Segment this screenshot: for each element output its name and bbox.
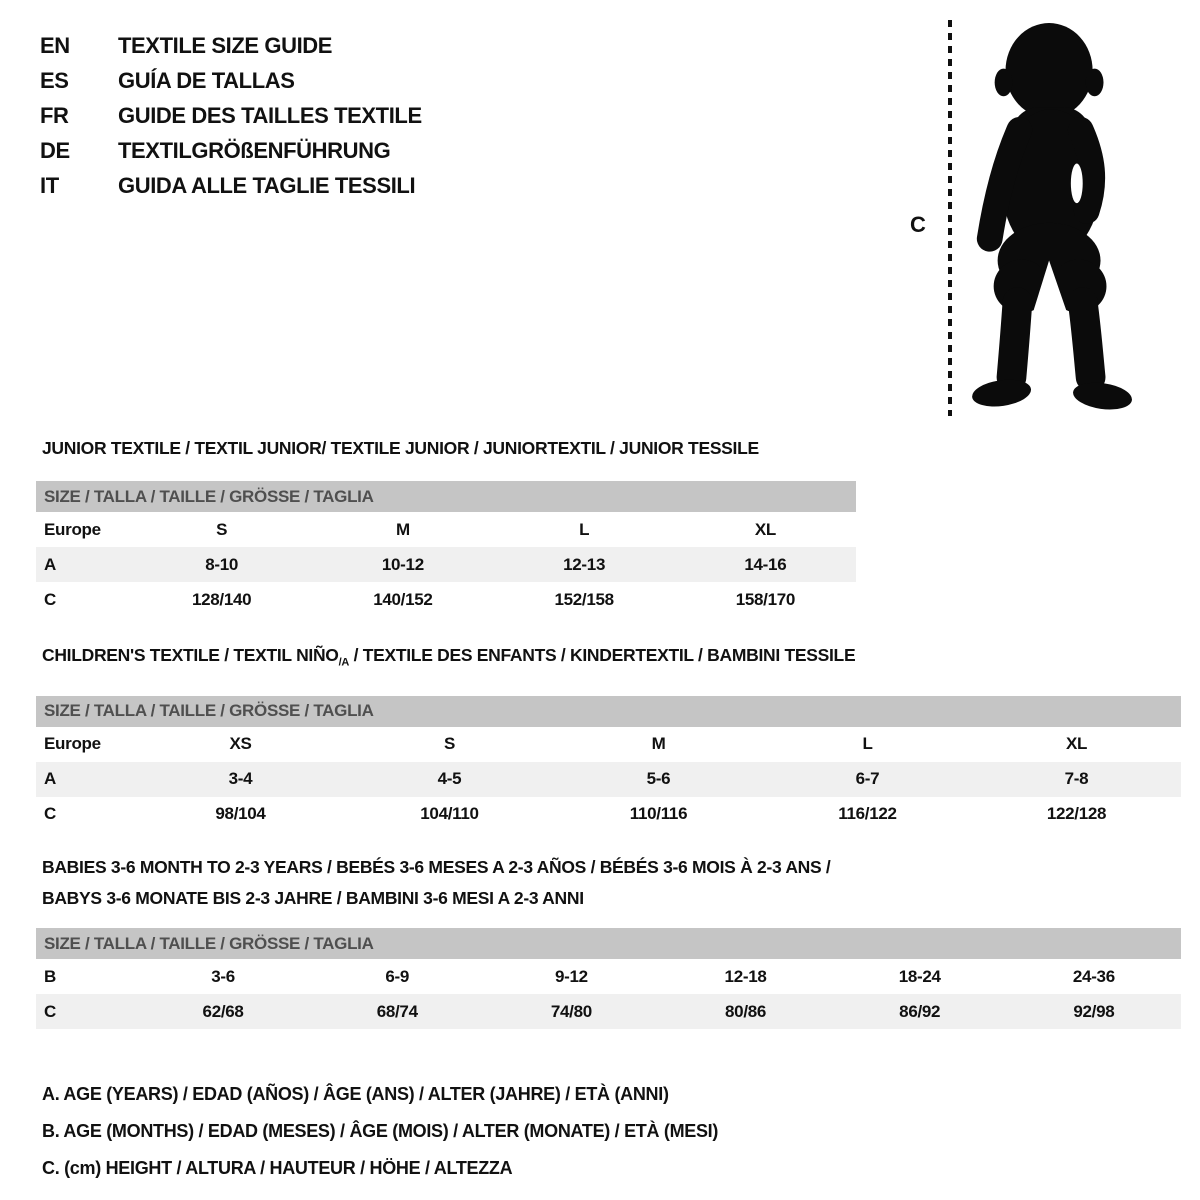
cell-value: 10-12 bbox=[381, 554, 424, 574]
section-babies-textile bbox=[36, 852, 1181, 1029]
cell-value: 6-7 bbox=[855, 769, 880, 788]
cell-value: 62/68 bbox=[202, 1001, 244, 1021]
cell-value: 18-24 bbox=[898, 966, 941, 986]
heading-subscript: /A bbox=[338, 656, 350, 669]
heading-line-1: BABIES 3-6 MONTH TO 2-3 YEARS / BEBÉS 3-6 MESES A 2-3 AÑOS / BÉBÉS 3-6 MOIS À 2-3 ANS / bbox=[42, 857, 831, 877]
cell-value: 24-36 bbox=[1072, 966, 1115, 986]
row-label: A bbox=[44, 554, 56, 574]
cell-value: 98/104 bbox=[215, 804, 266, 823]
language-code: ES bbox=[40, 67, 69, 93]
cell-value: 74/80 bbox=[550, 1001, 592, 1021]
cell-value: 14-16 bbox=[744, 554, 787, 574]
cell-value: 3-4 bbox=[228, 769, 253, 788]
table-row bbox=[36, 582, 856, 617]
cell-value: 116/122 bbox=[838, 804, 897, 823]
cell-value: 8-10 bbox=[205, 554, 239, 574]
row-label: B bbox=[44, 966, 56, 986]
table-row bbox=[36, 547, 856, 582]
language-row-en bbox=[40, 28, 422, 63]
cell-value: 128/140 bbox=[191, 589, 252, 609]
cell-value: L bbox=[862, 734, 873, 753]
language-list bbox=[40, 28, 422, 203]
legend-line-b: B. AGE (MONTHS) / EDAD (MESES) / ÂGE (MOIS) / ALTER (MONATE) / ETÀ (MESI) bbox=[42, 1121, 719, 1141]
row-label: C bbox=[44, 1001, 56, 1021]
guide-title: GUÍA DE TALLAS bbox=[118, 67, 295, 93]
section-heading: JUNIOR TEXTILE / TEXTIL JUNIOR/ TEXTILE JUNIOR / JUNIORTEXTIL / JUNIOR TESSILE bbox=[42, 438, 759, 458]
cell-value: S bbox=[216, 519, 228, 539]
section-children-textile bbox=[36, 644, 1181, 832]
cell-value: 6-9 bbox=[385, 966, 410, 986]
cell-value: 152/158 bbox=[554, 589, 614, 609]
cell-value: 4-5 bbox=[437, 769, 462, 788]
height-figure bbox=[900, 12, 1175, 422]
section-heading bbox=[36, 644, 1181, 674]
table-row bbox=[36, 762, 1181, 797]
guide-title: GUIDE DES TAILLES TEXTILE bbox=[118, 102, 422, 128]
toddler-silhouette-icon bbox=[962, 12, 1150, 420]
legend-line-c: C. (cm) HEIGHT / ALTURA / HAUTEUR / HÖHE / ALTEZZA bbox=[42, 1158, 513, 1178]
row-label: A bbox=[44, 769, 56, 788]
guide-title: TEXTILGRÖßENFÜHRUNG bbox=[118, 137, 391, 163]
cell-value: 3-6 bbox=[211, 966, 235, 986]
row-label: Europe bbox=[44, 734, 101, 753]
section-heading bbox=[36, 852, 1181, 914]
height-measure-label: C bbox=[910, 212, 926, 237]
babies-size-table bbox=[36, 928, 1181, 1029]
language-code: EN bbox=[40, 32, 70, 58]
cell-value: 92/98 bbox=[1073, 1001, 1115, 1021]
table-row bbox=[36, 797, 1181, 832]
legend-line-a: A. AGE (YEARS) / EDAD (AÑOS) / ÂGE (ANS) / ALTER (JAHRE) / ETÀ (ANNI) bbox=[42, 1084, 669, 1104]
cell-value: 158/170 bbox=[735, 589, 796, 609]
junior-size-table bbox=[36, 481, 856, 617]
heading-text: CHILDREN'S TEXTILE / TEXTIL NIÑO bbox=[42, 645, 339, 665]
cell-value: 12-18 bbox=[724, 966, 767, 986]
cell-value: 140/152 bbox=[373, 589, 433, 609]
measure-legend bbox=[42, 1076, 718, 1187]
row-label: C bbox=[44, 589, 56, 609]
cell-value: 5-6 bbox=[646, 769, 671, 788]
language-code: DE bbox=[40, 137, 70, 163]
language-code: FR bbox=[40, 102, 69, 128]
cell-value: 9-12 bbox=[554, 966, 588, 986]
cell-value: S bbox=[443, 734, 456, 753]
cell-value: 80/86 bbox=[725, 1001, 767, 1021]
cell-value: M bbox=[651, 734, 666, 753]
cell-value: 122/128 bbox=[1046, 804, 1107, 823]
size-header-bar: SIZE / TALLA / TAILLE / GRÖSSE / TAGLIA bbox=[36, 928, 1181, 959]
language-code: IT bbox=[40, 172, 59, 198]
language-row-it bbox=[40, 168, 422, 203]
language-row-de bbox=[40, 133, 422, 168]
children-size-table bbox=[36, 696, 1181, 832]
heading-line-2: BABYS 3-6 MONATE BIS 2-3 JAHRE / BAMBINI 3-6 MESI A 2-3 ANNI bbox=[42, 888, 584, 908]
language-row-es bbox=[40, 63, 422, 98]
cell-value: XS bbox=[229, 734, 252, 753]
cell-value: M bbox=[395, 519, 410, 539]
size-header-bar: SIZE / TALLA / TAILLE / GRÖSSE / TAGLIA bbox=[36, 481, 856, 512]
table-row bbox=[36, 994, 1181, 1029]
table-row bbox=[36, 727, 1181, 762]
cell-value: 104/110 bbox=[420, 804, 479, 823]
heading-text: / TEXTILE DES ENFANTS / KINDERTEXTIL / BAMBINI TESSILE bbox=[349, 645, 856, 665]
cell-value: L bbox=[579, 519, 590, 539]
cell-value: 7-8 bbox=[1064, 769, 1089, 788]
section-junior-textile bbox=[36, 437, 856, 617]
row-label: C bbox=[44, 804, 56, 823]
cell-value: 12-13 bbox=[563, 554, 606, 574]
cell-value: XL bbox=[754, 519, 776, 539]
cell-value: 110/116 bbox=[629, 804, 688, 823]
table-row bbox=[36, 959, 1181, 994]
guide-title: GUIDA ALLE TAGLIE TESSILI bbox=[118, 172, 416, 198]
cell-value: XL bbox=[1065, 734, 1088, 753]
cell-value: 86/92 bbox=[899, 1001, 941, 1021]
guide-title: TEXTILE SIZE GUIDE bbox=[118, 32, 333, 58]
size-header-bar: SIZE / TALLA / TAILLE / GRÖSSE / TAGLIA bbox=[36, 696, 1181, 727]
height-measure-line bbox=[948, 20, 952, 416]
cell-value: 68/74 bbox=[376, 1001, 418, 1021]
row-label: Europe bbox=[44, 519, 101, 539]
language-row-fr bbox=[40, 98, 422, 133]
table-row bbox=[36, 512, 856, 547]
